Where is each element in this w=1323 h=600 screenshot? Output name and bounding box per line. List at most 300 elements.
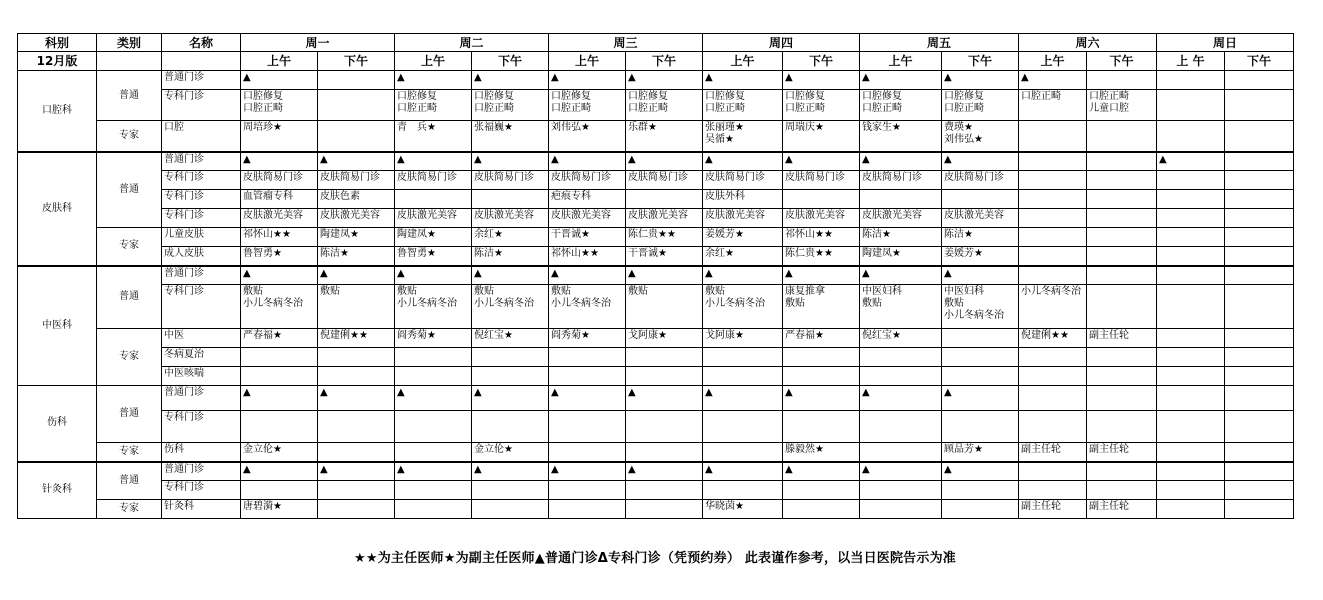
category-cell: 普通 [97, 71, 162, 121]
schedule-cell [1225, 462, 1294, 481]
category-column-header: 类别 [97, 34, 162, 52]
schedule-cell [860, 481, 942, 500]
schedule-cell [1087, 481, 1157, 500]
half-header-sun-am: 上 午 [1157, 52, 1225, 71]
schedule-row [18, 209, 1294, 228]
half-header-thu-am: 上午 [703, 52, 783, 71]
schedule-cell [1087, 171, 1157, 190]
schedule-cell [1019, 171, 1087, 190]
schedule-cell [241, 481, 318, 500]
schedule-cell [1225, 285, 1294, 329]
schedule-cell: ▲ [241, 266, 318, 285]
schedule-cell [783, 481, 860, 500]
schedule-cell [318, 348, 395, 367]
schedule-cell: 中医妇科 敷贴 小儿冬病冬治 [942, 285, 1019, 329]
schedule-cell [1225, 228, 1294, 247]
schedule-cell [1087, 121, 1157, 152]
schedule-cell [1087, 228, 1157, 247]
schedule-cell: 口腔正畸 儿童口腔 [1087, 90, 1157, 121]
schedule-cell: 皮肤色素 [318, 190, 395, 209]
schedule-cell [1087, 386, 1157, 411]
department-cell: 口腔科 [18, 71, 97, 152]
day-header-fri: 周五 [860, 34, 1019, 52]
schedule-cell [472, 411, 549, 443]
schedule-cell [1225, 152, 1294, 171]
schedule-cell: ▲ [703, 266, 783, 285]
schedule-cell [626, 367, 703, 386]
schedule-cell: ▲ [942, 386, 1019, 411]
schedule-cell [703, 411, 783, 443]
schedule-cell: ▲ [626, 266, 703, 285]
schedule-cell: 口腔正畸 [1019, 90, 1087, 121]
schedule-cell: 皮肤激光美容 [942, 209, 1019, 228]
schedule-cell: ▲ [703, 386, 783, 411]
schedule-cell: 敷贴 小儿冬病冬治 [703, 285, 783, 329]
schedule-cell [626, 481, 703, 500]
schedule-cell: 皮肤激光美容 [241, 209, 318, 228]
schedule-cell: 金立伦★ [472, 443, 549, 462]
schedule-cell [549, 411, 626, 443]
schedule-cell [860, 348, 942, 367]
schedule-cell: 皮肤简易门诊 [241, 171, 318, 190]
schedule-cell: 张福巍★ [472, 121, 549, 152]
schedule-cell [1087, 209, 1157, 228]
clinic-name-cell: 中医咳喘 [162, 367, 241, 386]
schedule-cell [1019, 152, 1087, 171]
schedule-cell: ▲ [1019, 71, 1087, 90]
schedule-cell [1087, 348, 1157, 367]
schedule-cell [1087, 266, 1157, 285]
schedule-cell [1225, 209, 1294, 228]
half-header-mon-pm: 下午 [318, 52, 395, 71]
schedule-cell [549, 481, 626, 500]
category-cell: 专家 [97, 329, 162, 386]
schedule-cell: 张丽瑾★ 吴循★ [703, 121, 783, 152]
schedule-cell [472, 481, 549, 500]
clinic-name-cell: 儿童皮肤 [162, 228, 241, 247]
category-cell: 普通 [97, 386, 162, 443]
schedule-cell: ▲ [703, 71, 783, 90]
category-cell: 普通 [97, 266, 162, 329]
schedule-cell: 华晓茵★ [703, 500, 783, 519]
schedule-cell [1087, 411, 1157, 443]
day-header-sat: 周六 [1019, 34, 1157, 52]
schedule-cell [1019, 121, 1087, 152]
schedule-cell: 康复推拿 敷贴 [783, 285, 860, 329]
schedule-cell [1225, 443, 1294, 462]
schedule-cell: ▲ [942, 152, 1019, 171]
day-header-wed: 周三 [549, 34, 703, 52]
schedule-cell: 阎秀菊★ [395, 329, 472, 348]
schedule-cell: 皮肤简易门诊 [860, 171, 942, 190]
schedule-cell [1157, 247, 1225, 266]
day-header-tue: 周二 [395, 34, 549, 52]
schedule-cell [1019, 247, 1087, 266]
schedule-cell [1225, 121, 1294, 152]
schedule-cell [472, 500, 549, 519]
clinic-name-cell: 口腔 [162, 121, 241, 152]
schedule-cell: 钱家生★ [860, 121, 942, 152]
schedule-cell: ▲ [318, 266, 395, 285]
schedule-cell [942, 481, 1019, 500]
clinic-name-cell: 专科门诊 [162, 190, 241, 209]
schedule-cell [860, 367, 942, 386]
schedule-cell: 皮肤简易门诊 [549, 171, 626, 190]
schedule-cell: ▲ [318, 462, 395, 481]
day-header-row [18, 34, 1294, 52]
schedule-cell: ▲ [783, 266, 860, 285]
schedule-row [18, 367, 1294, 386]
schedule-cell [1157, 481, 1225, 500]
schedule-cell [860, 190, 942, 209]
clinic-name-cell: 成人皮肤 [162, 247, 241, 266]
schedule-cell: 敷贴 [626, 285, 703, 329]
blank-header-cell [97, 52, 162, 71]
half-day-header-row [18, 52, 1294, 71]
schedule-cell [860, 443, 942, 462]
schedule-row [18, 152, 1294, 171]
schedule-row [18, 228, 1294, 247]
schedule-cell [395, 443, 472, 462]
schedule-cell: 敷贴 小儿冬病冬治 [241, 285, 318, 329]
schedule-cell [241, 348, 318, 367]
category-cell: 普通 [97, 462, 162, 500]
schedule-row [18, 190, 1294, 209]
clinic-name-cell: 普通门诊 [162, 266, 241, 285]
schedule-cell: 祁怀山★★ [241, 228, 318, 247]
schedule-cell: 刘伟弘★ [549, 121, 626, 152]
schedule-cell: ▲ [1157, 152, 1225, 171]
schedule-cell [942, 500, 1019, 519]
schedule-cell [703, 443, 783, 462]
schedule-cell [783, 500, 860, 519]
clinic-name-cell: 专科门诊 [162, 481, 241, 500]
half-header-thu-pm: 下午 [783, 52, 860, 71]
schedule-cell: 副主任轮 [1087, 443, 1157, 462]
version-label: 12月版 [18, 52, 97, 71]
department-cell: 中医科 [18, 266, 97, 386]
schedule-cell: ▲ [241, 71, 318, 90]
clinic-name-cell: 普通门诊 [162, 152, 241, 171]
clinic-name-cell: 伤科 [162, 443, 241, 462]
schedule-cell: 皮肤激光美容 [318, 209, 395, 228]
schedule-cell [549, 367, 626, 386]
schedule-cell [1157, 190, 1225, 209]
name-column-header: 名称 [162, 34, 241, 52]
schedule-cell: 祁怀山★★ [549, 247, 626, 266]
schedule-row [18, 329, 1294, 348]
schedule-cell [626, 348, 703, 367]
half-header-fri-pm: 下午 [942, 52, 1019, 71]
schedule-row [18, 500, 1294, 519]
schedule-cell [1157, 386, 1225, 411]
schedule-cell: 皮肤简易门诊 [703, 171, 783, 190]
schedule-cell: 陈洁★ [942, 228, 1019, 247]
schedule-cell [318, 500, 395, 519]
department-cell: 针灸科 [18, 462, 97, 519]
schedule-cell [318, 411, 395, 443]
half-header-tue-am: 上午 [395, 52, 472, 71]
schedule-cell: 余红★ [472, 228, 549, 247]
schedule-cell [1019, 266, 1087, 285]
category-cell: 专家 [97, 500, 162, 519]
schedule-cell [783, 348, 860, 367]
schedule-cell [1087, 285, 1157, 329]
schedule-cell [318, 443, 395, 462]
schedule-cell: ▲ [241, 462, 318, 481]
clinic-name-cell: 专科门诊 [162, 209, 241, 228]
schedule-cell: 皮肤激光美容 [395, 209, 472, 228]
schedule-cell: ▲ [703, 152, 783, 171]
schedule-cell: 副主任轮 [1087, 500, 1157, 519]
schedule-cell: ▲ [860, 71, 942, 90]
schedule-cell [1157, 71, 1225, 90]
schedule-cell [1225, 367, 1294, 386]
schedule-cell: 皮肤简易门诊 [783, 171, 860, 190]
schedule-cell [626, 190, 703, 209]
schedule-row [18, 247, 1294, 266]
schedule-cell: 陈洁★ [318, 247, 395, 266]
schedule-cell: ▲ [472, 386, 549, 411]
schedule-cell: ▲ [472, 71, 549, 90]
schedule-cell: ▲ [318, 152, 395, 171]
schedule-cell: 倪建俐★★ [318, 329, 395, 348]
schedule-cell: ▲ [472, 266, 549, 285]
clinic-name-cell: 专科门诊 [162, 90, 241, 121]
schedule-cell: 祁怀山★★ [783, 228, 860, 247]
schedule-cell: 皮肤激光美容 [703, 209, 783, 228]
schedule-cell: ▲ [549, 152, 626, 171]
schedule-cell [1157, 329, 1225, 348]
half-header-sun-pm: 下午 [1225, 52, 1294, 71]
day-header-sun: 周日 [1157, 34, 1294, 52]
schedule-cell: 中医妇科 敷贴 [860, 285, 942, 329]
schedule-cell: 倪红宝★ [860, 329, 942, 348]
schedule-cell [1019, 411, 1087, 443]
schedule-cell: 口腔修复 口腔正畸 [549, 90, 626, 121]
schedule-cell: 姜媛芳★ [942, 247, 1019, 266]
schedule-cell: 敷贴 [318, 285, 395, 329]
half-header-mon-am: 上午 [241, 52, 318, 71]
schedule-cell: ▲ [860, 386, 942, 411]
category-cell: 专家 [97, 121, 162, 152]
schedule-cell [783, 367, 860, 386]
half-header-wed-pm: 下午 [626, 52, 703, 71]
schedule-cell: ▲ [395, 266, 472, 285]
schedule-cell [1019, 228, 1087, 247]
schedule-cell: ▲ [942, 462, 1019, 481]
schedule-cell [1019, 481, 1087, 500]
schedule-cell: ▲ [395, 71, 472, 90]
schedule-cell [860, 411, 942, 443]
schedule-cell: ▲ [241, 386, 318, 411]
schedule-cell [942, 367, 1019, 386]
clinic-name-cell: 专科门诊 [162, 411, 241, 443]
schedule-cell [1087, 367, 1157, 386]
schedule-cell [1087, 462, 1157, 481]
schedule-cell: 戈阿康★ [703, 329, 783, 348]
schedule-cell: ▲ [626, 462, 703, 481]
schedule-cell: ▲ [860, 152, 942, 171]
schedule-row [18, 171, 1294, 190]
schedule-cell: 滕毅然★ [783, 443, 860, 462]
schedule-cell [1157, 266, 1225, 285]
schedule-row [18, 462, 1294, 481]
clinic-name-cell: 普通门诊 [162, 386, 241, 411]
schedule-cell: ▲ [395, 386, 472, 411]
schedule-cell [1225, 386, 1294, 411]
schedule-row [18, 386, 1294, 411]
clinic-name-cell: 专科门诊 [162, 171, 241, 190]
schedule-cell: ▲ [395, 462, 472, 481]
schedule-cell: 皮肤简易门诊 [942, 171, 1019, 190]
schedule-cell [1225, 329, 1294, 348]
schedule-table [17, 33, 1294, 519]
schedule-cell: 皮肤外科 [703, 190, 783, 209]
clinic-name-cell: 普通门诊 [162, 462, 241, 481]
schedule-cell [1157, 348, 1225, 367]
schedule-cell [1087, 71, 1157, 90]
schedule-cell: 敷贴 小儿冬病冬治 [472, 285, 549, 329]
schedule-row [18, 481, 1294, 500]
schedule-cell [942, 348, 1019, 367]
schedule-cell: 口腔修复 口腔正畸 [703, 90, 783, 121]
schedule-cell [1087, 190, 1157, 209]
schedule-cell [783, 190, 860, 209]
schedule-cell [1157, 443, 1225, 462]
schedule-cell [783, 411, 860, 443]
schedule-cell [626, 411, 703, 443]
schedule-row [18, 266, 1294, 285]
blank-header-cell [162, 52, 241, 71]
schedule-cell [472, 367, 549, 386]
schedule-cell: 皮肤激光美容 [626, 209, 703, 228]
schedule-cell [1157, 500, 1225, 519]
schedule-cell [1157, 90, 1225, 121]
schedule-cell: ▲ [241, 152, 318, 171]
day-header-thu: 周四 [703, 34, 860, 52]
schedule-cell: 陶建凤★ [318, 228, 395, 247]
schedule-cell: 皮肤简易门诊 [472, 171, 549, 190]
schedule-cell [1225, 90, 1294, 121]
schedule-cell: 姜媛芳★ [703, 228, 783, 247]
category-cell: 普通 [97, 152, 162, 228]
schedule-cell [395, 190, 472, 209]
schedule-cell: 皮肤简易门诊 [626, 171, 703, 190]
schedule-cell: 顾品芳★ [942, 443, 1019, 462]
schedule-cell [395, 367, 472, 386]
schedule-cell: 陈洁★ [472, 247, 549, 266]
schedule-cell: 严春福★ [241, 329, 318, 348]
schedule-row [18, 411, 1294, 443]
schedule-cell [1019, 209, 1087, 228]
schedule-cell: ▲ [549, 462, 626, 481]
schedule-cell [318, 481, 395, 500]
schedule-cell: ▲ [942, 266, 1019, 285]
schedule-cell: ▲ [549, 266, 626, 285]
schedule-cell: ▲ [860, 462, 942, 481]
schedule-cell: ▲ [395, 152, 472, 171]
department-cell: 皮肤科 [18, 152, 97, 266]
half-header-sat-pm: 下午 [1087, 52, 1157, 71]
schedule-cell: 皮肤激光美容 [549, 209, 626, 228]
schedule-cell: 敷贴 小儿冬病冬治 [395, 285, 472, 329]
schedule-cell [703, 348, 783, 367]
schedule-cell: 鲁智勇★ [241, 247, 318, 266]
schedule-cell [942, 190, 1019, 209]
schedule-cell [1225, 190, 1294, 209]
schedule-cell: ▲ [783, 386, 860, 411]
schedule-cell: 口腔修复 口腔正畸 [241, 90, 318, 121]
schedule-cell: 倪红宝★ [472, 329, 549, 348]
schedule-cell: 疤痕专科 [549, 190, 626, 209]
schedule-cell: 戈阿康★ [626, 329, 703, 348]
schedule-cell [1087, 152, 1157, 171]
schedule-cell: 皮肤激光美容 [472, 209, 549, 228]
schedule-row [18, 348, 1294, 367]
schedule-cell: 副主任轮 [1087, 329, 1157, 348]
schedule-cell [1019, 386, 1087, 411]
schedule-cell: ▲ [783, 71, 860, 90]
schedule-cell [472, 348, 549, 367]
schedule-row [18, 71, 1294, 90]
schedule-cell [395, 481, 472, 500]
schedule-cell: 口腔修复 口腔正畸 [395, 90, 472, 121]
schedule-cell: 周培珍★ [241, 121, 318, 152]
clinic-name-cell: 普通门诊 [162, 71, 241, 90]
clinic-name-cell: 冬病夏治 [162, 348, 241, 367]
schedule-cell: ▲ [472, 462, 549, 481]
schedule-cell [1225, 171, 1294, 190]
schedule-cell: 皮肤激光美容 [783, 209, 860, 228]
schedule-cell [1019, 190, 1087, 209]
schedule-cell: ▲ [942, 71, 1019, 90]
schedule-cell: ▲ [626, 152, 703, 171]
half-header-tue-pm: 下午 [472, 52, 549, 71]
schedule-cell: ▲ [549, 71, 626, 90]
schedule-cell: ▲ [783, 462, 860, 481]
schedule-cell: 副主任轮 [1019, 443, 1087, 462]
clinic-name-cell: 针灸科 [162, 500, 241, 519]
schedule-cell: 敷贴 小儿冬病冬治 [549, 285, 626, 329]
schedule-cell: 陈洁★ [860, 228, 942, 247]
schedule-cell [318, 71, 395, 90]
schedule-cell [549, 500, 626, 519]
schedule-cell [395, 500, 472, 519]
schedule-row [18, 285, 1294, 329]
schedule-cell: ▲ [626, 386, 703, 411]
schedule-cell [318, 90, 395, 121]
schedule-cell [860, 500, 942, 519]
schedule-cell [1157, 285, 1225, 329]
schedule-cell: 鲁智勇★ [395, 247, 472, 266]
schedule-cell: 周瑞庆★ [783, 121, 860, 152]
schedule-row [18, 90, 1294, 121]
schedule-cell [1225, 500, 1294, 519]
schedule-cell [1087, 247, 1157, 266]
schedule-cell: 乐群★ [626, 121, 703, 152]
schedule-cell [942, 411, 1019, 443]
schedule-cell [1019, 348, 1087, 367]
schedule-cell: 皮肤简易门诊 [318, 171, 395, 190]
schedule-cell: ▲ [318, 386, 395, 411]
schedule-cell: 血管瘤专科 [241, 190, 318, 209]
schedule-cell: 口腔修复 口腔正畸 [783, 90, 860, 121]
schedule-cell [472, 190, 549, 209]
schedule-cell [1225, 411, 1294, 443]
schedule-row [18, 443, 1294, 462]
schedule-cell [626, 443, 703, 462]
